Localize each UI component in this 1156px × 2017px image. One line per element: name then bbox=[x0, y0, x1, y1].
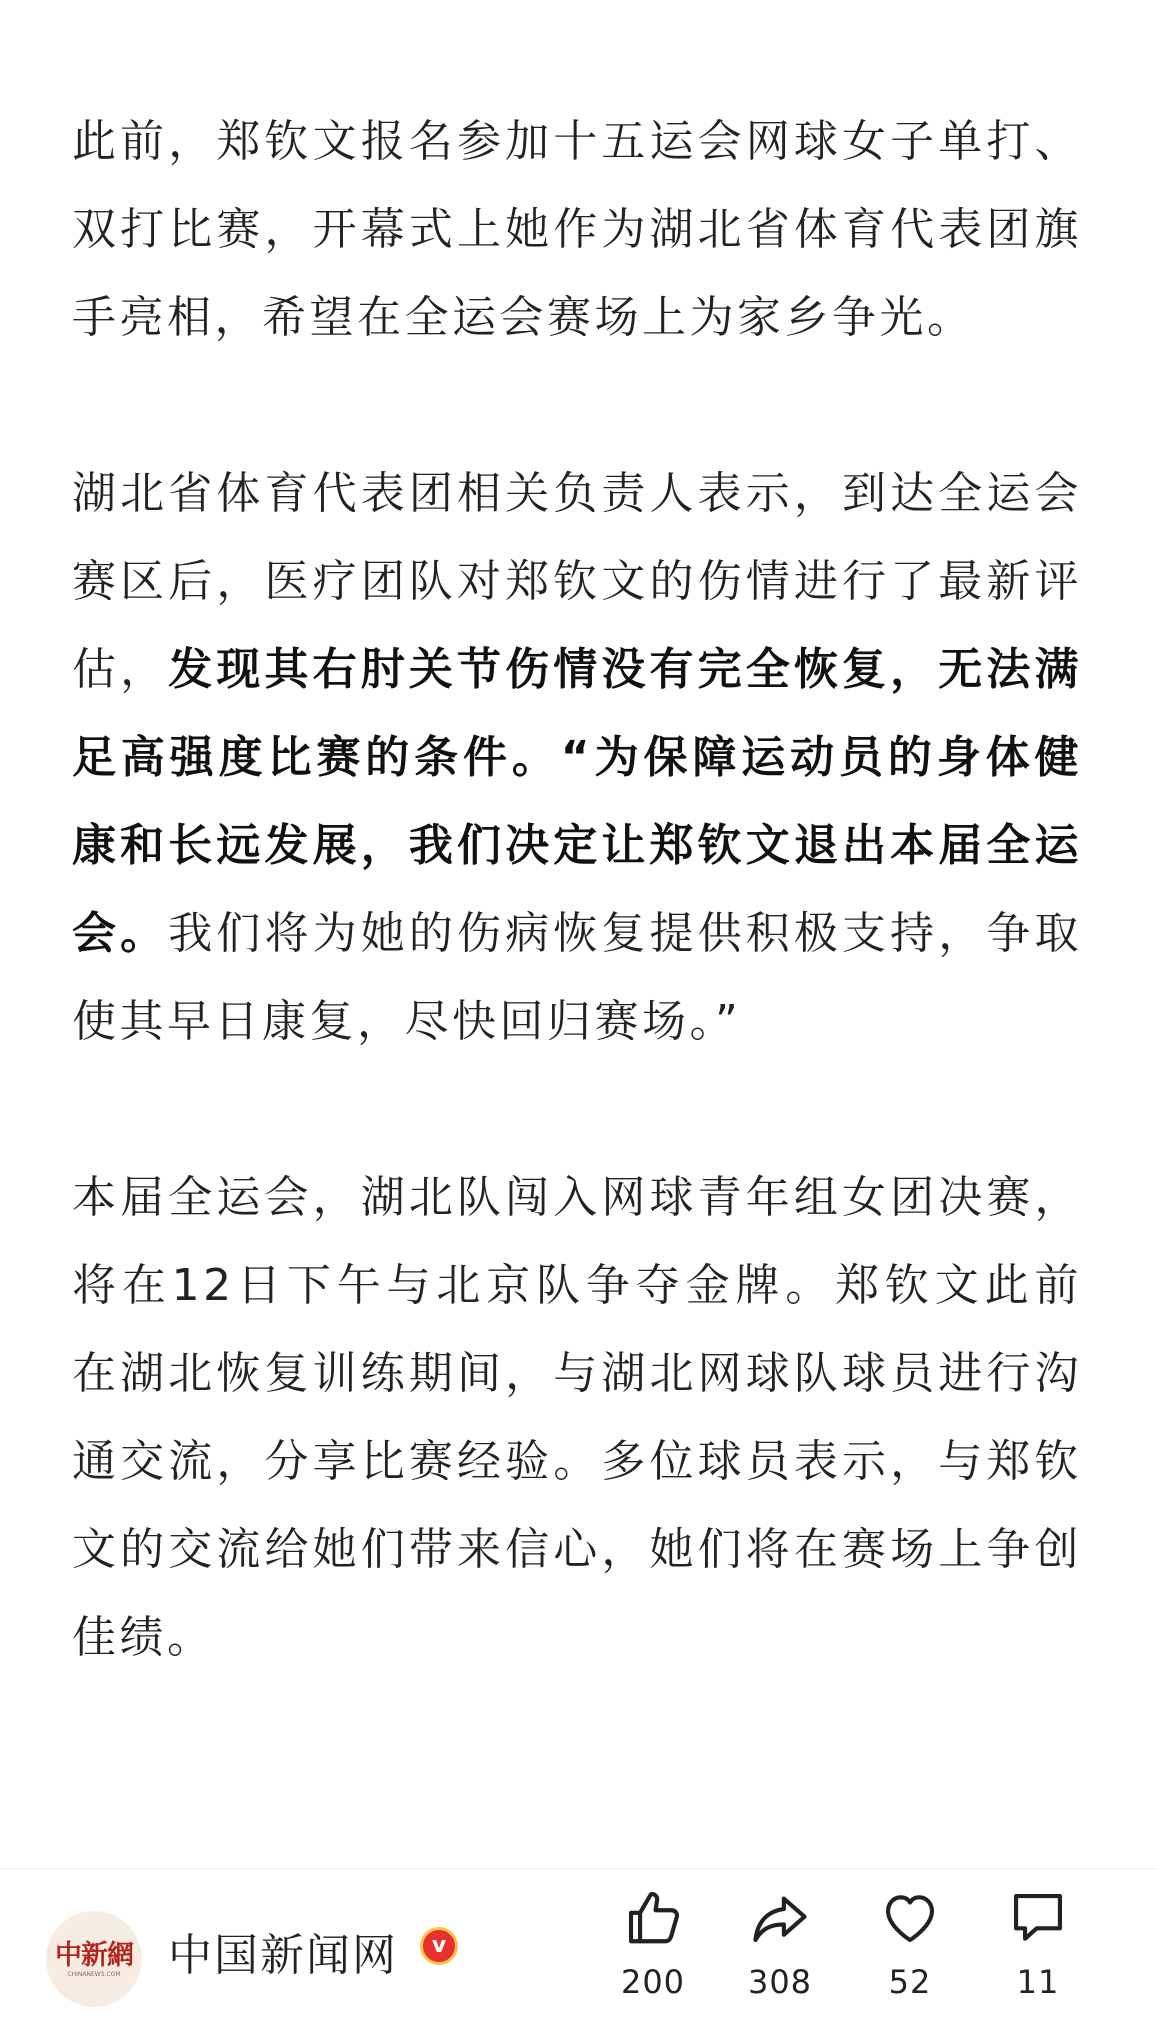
paragraph-3-text: 本届全运会，湖北队闯入网球青年组女团决赛，将在12日下午与北京队争夺金牌。郑钦文此前在湖北恢复训练期间，与湖北网球队球员进行沟通交流，分享比赛经验。多位球员表示，与郑钦文的交流给她们带来信心，她们将在赛场上争创佳绩。 bbox=[72, 1172, 1082, 1663]
favorite-count: 52 bbox=[888, 1963, 932, 2001]
paragraph-1-text: 此前，郑钦文报名参加十五运会网球女子单打、双打比赛，开幕式上她作为湖北省体育代表团旗手亮相，希望在全运会赛场上为家乡争光。 bbox=[72, 116, 1082, 343]
bottom-action-bar bbox=[0, 1868, 1156, 2001]
paragraph-3 bbox=[72, 1154, 1082, 1682]
article-body bbox=[72, 98, 1082, 1682]
paragraph-2-bold-text: 发现其右肘关节伤情没有完全恢复，无法满足高强度比赛的条件。“为保障运动员的身体健康和长远发展，我们决定让郑钦文退出本届全运会。 bbox=[72, 644, 1082, 959]
heart-icon bbox=[879, 1887, 941, 1949]
like-count: 200 bbox=[620, 1963, 686, 2001]
paragraph-2 bbox=[72, 450, 1082, 1066]
like-button[interactable] bbox=[598, 1887, 708, 2017]
favorite-button[interactable] bbox=[855, 1887, 965, 2017]
share-count: 308 bbox=[747, 1963, 813, 2001]
account-name[interactable]: 中国新闻网 bbox=[168, 1930, 398, 1981]
share-arrow-icon bbox=[749, 1887, 811, 1949]
paragraph-2-text-start: 湖北省体育代表团相关负责人表示，到达全运会赛区后，医疗团队对郑钦文的伤情进行了最新评估， bbox=[72, 468, 1082, 695]
paragraph-1 bbox=[72, 98, 1082, 362]
thumbs-up-icon bbox=[622, 1887, 684, 1949]
share-button[interactable] bbox=[725, 1887, 835, 2017]
comment-button[interactable] bbox=[983, 1887, 1093, 2017]
comment-bubble-icon bbox=[1007, 1887, 1069, 1949]
avatar-logo-subtext: CHINANEWS.COM bbox=[67, 1971, 121, 1978]
paragraph-2-text-end: 我们将为她的伤病恢复提供积极支持，争取使其早日康复，尽快回归赛场。” bbox=[72, 908, 1082, 1047]
verified-badge-icon: v bbox=[420, 1927, 458, 1965]
account-avatar[interactable] bbox=[46, 1911, 142, 2007]
comment-count: 11 bbox=[1016, 1963, 1060, 2001]
avatar-logo-text: 中新網 bbox=[55, 1940, 133, 1971]
